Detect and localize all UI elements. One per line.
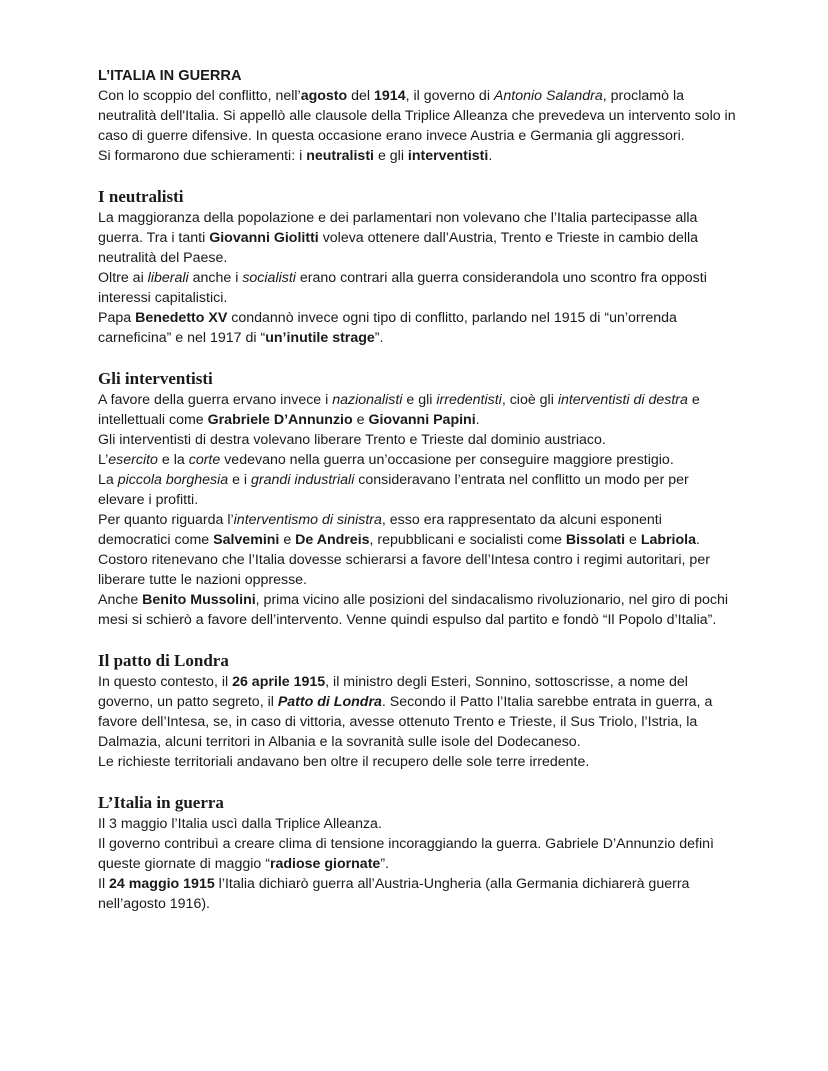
text-run: Il governo contribuì a creare clima di tensione incoraggiando la guerra. Gabriele D’Annunzio definì queste giornate di maggio “ [98, 836, 714, 872]
italic-text: interventismo di sinistra [233, 512, 382, 528]
section [98, 186, 738, 348]
bold-text: Salvemini [213, 532, 280, 548]
paragraph [98, 308, 738, 348]
text-run: , repubblicani e socialisti come [369, 532, 566, 548]
text-run: . Secondo il Patto l’Italia sarebbe entrata in guerra, a favore dell’Intesa, se, in caso di vittoria, avesse ottenuto Trento e Trieste, il Sus Triolo, l’Istria, la Dalmazia, alcuni territori in Albania e la sovranità sulle isole del Dodecaneso. [98, 694, 713, 750]
italic-text: grandi industriali [251, 472, 355, 488]
text-run: e intellettuali come [98, 392, 700, 428]
paragraph [98, 590, 738, 630]
text-run: La maggioranza della popolazione e dei parlamentari non volevano che l’Italia partecipasse alla guerra. Tra i tanti [98, 210, 698, 246]
text-run: anche i [188, 270, 243, 286]
paragraph [98, 390, 738, 430]
bold-text: 1914 [374, 88, 406, 104]
text-run: L’ [98, 452, 109, 468]
bold-italic-text: Patto di Londra [277, 694, 382, 710]
text-run: La [98, 472, 118, 488]
italic-text: socialisti [242, 270, 296, 286]
italic-text: interventisti di destra [557, 392, 688, 408]
bold-text: 26 aprile 1915 [232, 674, 326, 690]
text-run: Le richieste territoriali andavano ben oltre il recupero delle sole terre irredente. [98, 754, 590, 770]
text-run: . [488, 148, 493, 164]
italic-text: Antonio Salandra [493, 88, 603, 104]
paragraph [98, 86, 738, 146]
text-run: Per quanto riguarda l’ [98, 512, 234, 528]
text-run: Il 3 maggio l’Italia uscì dalla Triplice Alleanza. [98, 816, 382, 832]
text-run: In questo contesto, il [98, 674, 233, 690]
section [98, 792, 738, 914]
paragraph [98, 752, 738, 772]
bold-text: Labriola [640, 532, 696, 548]
text-run: , cioè gli [501, 392, 558, 408]
text-run: vedevano nella guerra un’occasione per conseguire maggiore prestigio. [220, 452, 674, 468]
bold-text: Benito Mussolini [142, 592, 256, 608]
text-run: erano contrari alla guerra considerandola uno scontro fra opposti interessi capitalistici. [98, 270, 707, 306]
text-run: Il [98, 876, 110, 892]
paragraph [98, 268, 738, 308]
italic-text: corte [188, 452, 221, 468]
text-run: Si formarono due schieramenti: i [98, 148, 307, 164]
text-run: , il ministro degli Esteri, Sonnino, sottoscrisse, a nome del governo, un patto segreto, il [98, 674, 688, 710]
text-run: A favore della guerra ervano invece i [98, 392, 333, 408]
text-run: del [347, 88, 375, 104]
bold-text: De Andreis [295, 532, 370, 548]
intro-block [98, 86, 738, 166]
paragraph [98, 550, 738, 590]
text-run: ”. [380, 856, 389, 872]
text-run: e [352, 412, 369, 428]
text-run: e gli [374, 148, 408, 164]
section-heading: Gli interventisti [98, 369, 213, 388]
text-run: consideravano l’entrata nel conflitto un modo per per elevare i profitti. [98, 472, 689, 508]
italic-text: liberali [147, 270, 189, 286]
paragraph [98, 834, 738, 874]
paragraph [98, 672, 738, 752]
paragraph [98, 814, 738, 834]
text-run: , proclamò la neutralità dell'Italia. Si appellò alle clausole della Triplice Alleanza che prevedeva un intervento solo in caso di guerre difensive. In questa occasione erano invece Austria e Germania gli aggressori. [98, 88, 736, 144]
text-run: l’Italia dichiarò guerra all’Austria-Ungheria (alla Germania dichiarerà guerra nell’agosto 1916). [98, 876, 690, 912]
bold-text: Giovanni Papini [368, 412, 476, 428]
document-page [98, 66, 738, 914]
paragraph [98, 874, 738, 914]
text-run: Anche [98, 592, 143, 608]
text-run: e la [157, 452, 189, 468]
bold-text: radiose giornate [269, 856, 381, 872]
section [98, 650, 738, 772]
document-title: L’ITALIA IN GUERRA [98, 68, 242, 84]
bold-text: interventisti [407, 148, 489, 164]
text-run: e [279, 532, 296, 548]
text-run: Costoro ritenevano che l’Italia dovesse schierarsi a favore dell’Intesa contro i regimi autoritari, per liberare tutte le nazioni oppresse. [98, 552, 710, 588]
text-run: Gli interventisti di destra volevano liberare Trento e Trieste dal dominio austriaco. [98, 432, 606, 448]
bold-text: agosto [300, 88, 348, 104]
text-run: voleva ottenere dall’Austria, Trento e Trieste in cambio della neutralità del Paese. [98, 230, 699, 266]
text-run: Con lo scoppio del conflitto, nell’ [98, 88, 301, 104]
paragraph [98, 470, 738, 510]
italic-text: nazionalisti [332, 392, 403, 408]
bold-text: un’inutile strage [265, 330, 375, 346]
italic-text: esercito [108, 452, 158, 468]
italic-text: irredentisti [436, 392, 502, 408]
paragraph [98, 450, 738, 470]
text-run: e gli [402, 392, 437, 408]
text-run: , il governo di [405, 88, 494, 104]
section-heading: L’Italia in guerra [98, 793, 224, 812]
section-heading: Il patto di Londra [98, 651, 229, 670]
text-run: Papa [98, 310, 136, 326]
bold-text: Grabriele D’Annunzio [207, 412, 353, 428]
paragraph [98, 510, 738, 550]
text-run: , prima vicino alle posizioni del sindacalismo rivoluzionario, nel giro di pochi mesi si schierò a favore dell’intervento. Venne quindi espulso dal partito e fondò “Il Popolo d’Italia”. [98, 592, 729, 628]
section-heading: I neutralisti [98, 187, 184, 206]
paragraph [98, 208, 738, 268]
paragraph [98, 430, 738, 450]
paragraph [98, 146, 738, 166]
text-run: . [475, 412, 480, 428]
bold-text: Benedetto XV [135, 310, 228, 326]
bold-text: neutralisti [306, 148, 374, 164]
text-run: condannò invece ogni tipo di conflitto, parlando nel 1915 di “un’orrenda carneficina” e nel 1917 di “ [98, 310, 677, 346]
bold-text: Giovanni Giolitti [209, 230, 319, 246]
bold-text: 24 maggio 1915 [109, 876, 215, 892]
text-run: Oltre ai [98, 270, 148, 286]
bold-text: Bissolati [565, 532, 626, 548]
italic-text: piccola borghesia [117, 472, 229, 488]
section [98, 368, 738, 630]
text-run: ”. [374, 330, 384, 346]
text-run: e i [228, 472, 252, 488]
sections-container [98, 186, 738, 914]
text-run: , esso era rappresentato da alcuni esponenti democratici come [98, 512, 662, 548]
text-run: e [625, 532, 641, 548]
text-run: . [696, 532, 700, 548]
